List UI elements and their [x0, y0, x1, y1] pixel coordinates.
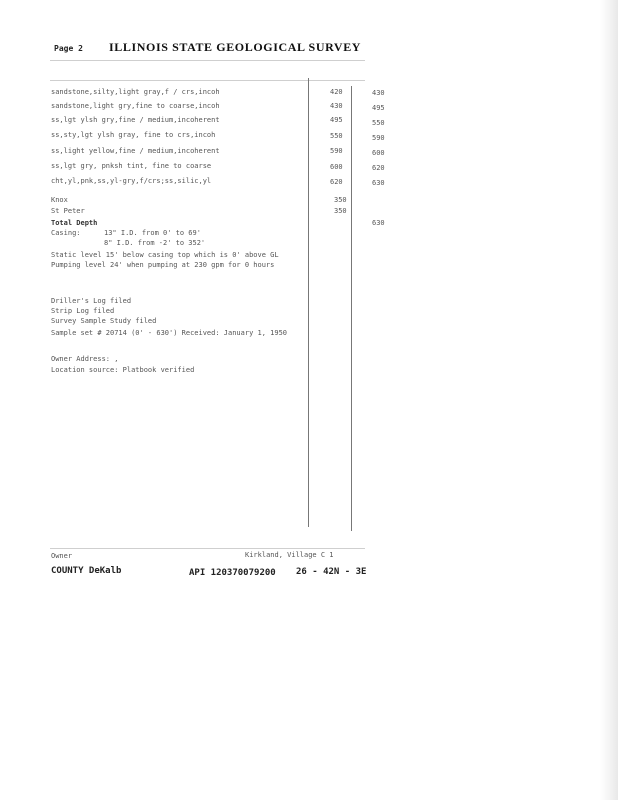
log-row-desc: ss,light yellow,fine / medium,incoherent — [51, 147, 220, 155]
column-divider-right — [351, 86, 352, 531]
footer-rule — [50, 548, 365, 549]
formation-name: Knox — [51, 196, 68, 204]
log-row-bottom: 495 — [372, 104, 385, 112]
log-row-desc: ss,sty,lgt ylsh gray, fine to crs,incoh — [51, 131, 216, 139]
log-row-desc: sandstone,light gry,fine to coarse,incoh — [51, 102, 220, 110]
log-row-desc: sandstone,silty,light gray,f / crs,incoh — [51, 88, 220, 96]
log-row-top: 420 — [330, 88, 343, 96]
casing-line-1: 13" I.D. from 0' to 69' — [104, 229, 201, 237]
casing-line-2: 8" I.D. from -2' to 352' — [104, 239, 206, 247]
note-drillers-log: Driller's Log filed — [51, 297, 132, 305]
log-row-desc: ss,lgt gry, pnksh tint, fine to coarse — [51, 162, 212, 170]
township-range: 26 - 42N - 3E — [296, 567, 367, 577]
page-title: ILLINOIS STATE GEOLOGICAL SURVEY — [109, 40, 362, 54]
log-row-bottom: 630 — [372, 179, 385, 187]
formation-top: 350 — [334, 196, 347, 204]
owner-address: Owner Address: , — [51, 355, 119, 363]
log-row-bottom: 590 — [372, 134, 385, 142]
pumping-level: Pumping level 24' when pumping at 230 gpm for 0 hours — [51, 261, 275, 269]
log-row-bottom: 550 — [372, 119, 385, 127]
location-source: Location source: Platbook verified — [51, 366, 195, 374]
header-rule — [50, 60, 365, 61]
table-top-rule — [50, 80, 365, 81]
formation-name: St Peter — [51, 207, 85, 215]
static-level: Static level 15' below casing top which is 0' above GL — [51, 251, 279, 259]
log-row-top: 600 — [330, 163, 343, 171]
log-row-top: 430 — [330, 102, 343, 110]
county: COUNTY DeKalb — [51, 566, 122, 576]
total-depth-value: 630 — [372, 219, 385, 227]
log-row-desc: cht,yl,pnk,ss,yl-gry,f/crs;ss,silic,yl — [51, 177, 212, 185]
log-row-top: 590 — [330, 147, 343, 155]
api-number: API 120370079200 — [189, 568, 276, 578]
formation-top: 350 — [334, 207, 347, 215]
column-divider-left — [308, 78, 309, 527]
log-row-top: 495 — [330, 116, 343, 124]
owner-label: Owner — [51, 552, 73, 560]
log-row-bottom: 620 — [372, 164, 385, 172]
log-row-desc: ss,lgt ylsh gry,fine / medium,incoherent — [51, 116, 220, 124]
well-location: Kirkland, Village C 1 — [245, 551, 334, 559]
log-row-bottom: 600 — [372, 149, 385, 157]
log-row-top: 550 — [330, 132, 343, 140]
log-row-top: 620 — [330, 178, 343, 186]
note-strip-log: Strip Log filed — [51, 307, 115, 315]
casing-label: Casing: — [51, 229, 81, 237]
page-edge-shadow — [600, 0, 618, 800]
total-depth-label: Total Depth — [51, 219, 98, 227]
log-row-bottom: 430 — [372, 89, 385, 97]
page-number: Page 2 — [54, 44, 83, 53]
note-sample-set: Sample set # 20714 (0' - 630') Received: January 1, 1950 — [51, 329, 288, 337]
note-sample-study: Survey Sample Study filed — [51, 317, 157, 325]
